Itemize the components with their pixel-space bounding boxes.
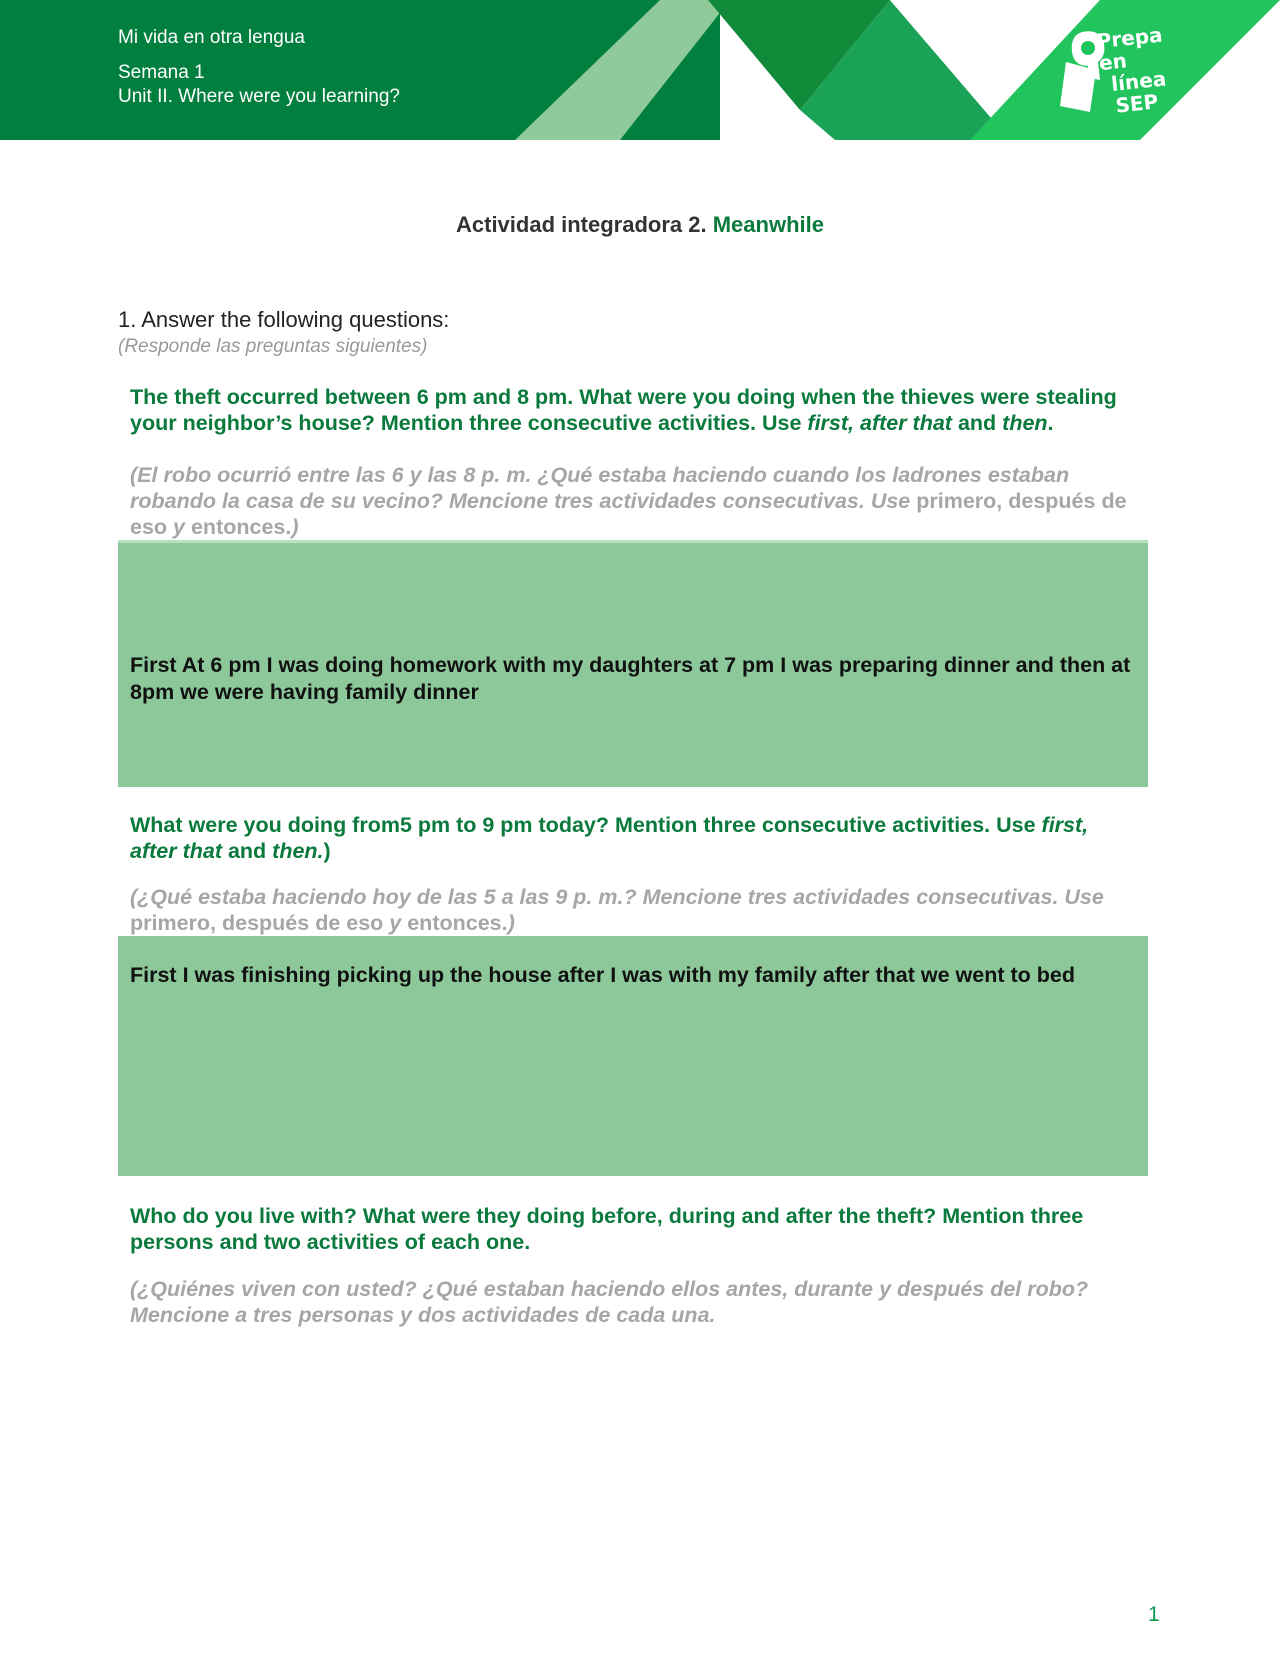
question-1-translation-then: entonces. [185, 515, 292, 539]
question-2-translation-text: (¿Qué estaba haciendo hoy de las 5 a las 9 p. m.? Mencione tres actividades consecutivas. Use [130, 885, 1104, 909]
question-2-translation-end: ) [507, 911, 515, 935]
logo-text [1096, 22, 1185, 118]
question-3: Who do you live with? What were they doing before, during and after the theft? Mention three persons and two activities of each one. [130, 1204, 1084, 1254]
question-1-text: The theft occurred between 6 pm and 8 pm. What were you doing when the thieves were stealing your neighbor’s house? Mention three consecutive activities. Use [130, 385, 1117, 435]
question-3-translation: (¿Quiénes viven con usted? ¿Qué estaban haciendo ellos antes, durante y después del robo? Mencione a tres personas y dos actividades de cada una. [130, 1277, 1089, 1327]
answer-2: First I was finishing picking up the house after I was with my family after that we went to bed [130, 963, 1075, 987]
question-2-end: ) [323, 839, 331, 863]
title-accent: Meanwhile [712, 212, 824, 237]
instruction: 1. Answer the following questions: [118, 307, 450, 332]
question-2-text: What were you doing from5 pm to 9 pm today? Mention three consecutive activities. Use [130, 813, 1042, 837]
logo-line-3: SEP [1114, 89, 1160, 118]
question-2-translation-then: entonces. [401, 911, 508, 935]
question-2-connector: and [221, 839, 273, 863]
week-label: Semana 1 [118, 62, 205, 83]
logo-line-1: Prepa en [1095, 22, 1164, 76]
unit-title: Unit II. Where were you learning? [118, 86, 400, 107]
course-name: Mi vida en otra lengua [118, 27, 305, 48]
question-2-translation [130, 884, 1140, 936]
question-1 [130, 384, 1140, 436]
instruction-translation: (Responde las preguntas siguientes) [118, 336, 428, 357]
question-1-translation [130, 462, 1140, 540]
question-2-translation-y: y [389, 911, 402, 935]
prepa-en-linea-logo [1060, 22, 1180, 118]
document-title [0, 212, 1280, 238]
question-1-translation-keywords: primero, después de eso [130, 489, 1127, 539]
question-2-translation-keywords: primero, después de eso [130, 911, 390, 935]
header-banner [0, 0, 1280, 140]
question-2-keyword-then: then. [272, 839, 324, 863]
page-number: 1 [1148, 1603, 1160, 1626]
logo-line-2: línea [1110, 66, 1168, 97]
question-2-keywords: first, after that [130, 813, 1089, 863]
answer-1: First At 6 pm I was doing homework with my daughters at 7 pm I was preparing dinner and then at 8pm we were having family dinner [130, 653, 1131, 704]
question-1-keyword-then: then [1002, 411, 1048, 435]
title-prefix: Actividad integradora 2. [456, 212, 713, 237]
question-2 [130, 812, 1140, 864]
question-1-translation-y: y [173, 515, 185, 539]
question-1-connector: and [951, 411, 1003, 435]
question-1-keywords: first, after that [807, 411, 952, 435]
question-1-end: . [1047, 411, 1054, 435]
question-1-translation-text: (El robo ocurrió entre las 6 y las 8 p. m. ¿Qué estaba haciendo cuando los ladrones estaban robando la casa de su vecino? Mencione tres actividades consecutivas. Use [130, 463, 1070, 513]
question-1-translation-end: ) [291, 515, 299, 539]
